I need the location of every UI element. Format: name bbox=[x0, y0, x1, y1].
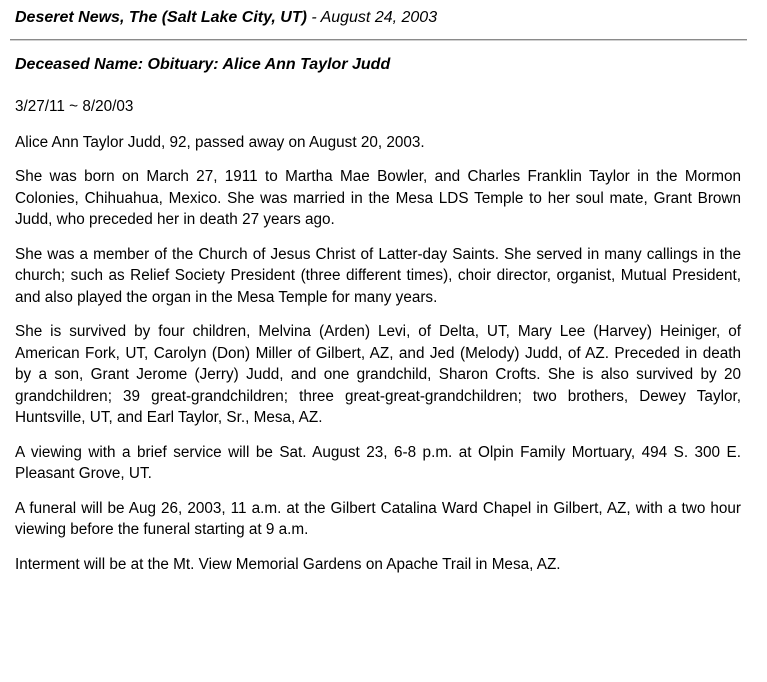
publication-name: Deseret News, The (Salt Lake City, UT) bbox=[15, 9, 307, 26]
paragraph-viewing: A viewing with a brief service will be Sat. August 23, 6-8 p.m. at Olpin Family Mortuary, 494 S. 300 E. Pleasant Grove, UT. bbox=[15, 443, 741, 482]
deceased-name-heading: Deceased Name: Obituary: Alice Ann Taylor Judd bbox=[15, 56, 391, 73]
header-divider bbox=[10, 39, 747, 41]
document-header bbox=[15, 8, 750, 28]
life-dates: 3/27/11 ~ 8/20/03 bbox=[15, 98, 134, 115]
paragraph-announcement: Alice Ann Taylor Judd, 92, passed away on August 20, 2003. bbox=[15, 133, 425, 151]
paragraph-funeral: A funeral will be Aug 26, 2003, 11 a.m. at the Gilbert Catalina Ward Chapel in Gilbert, AZ, with a two hour viewing before the funeral starting at 9 a.m. bbox=[15, 499, 741, 538]
obituary-body bbox=[15, 96, 741, 588]
paragraph-interment: Interment will be at the Mt. View Memorial Gardens on Apache Trail in Mesa, AZ. bbox=[15, 555, 561, 573]
paragraph-birth-marriage: She was born on March 27, 1911 to Martha Mae Bowler, and Charles Franklin Taylor in the Mormon Colonies, Chihuahua, Mexico. She was married in the Mesa LDS Temple to her soul mate, Grant Brown Judd, who preceded her in death 27 years ago. bbox=[15, 168, 741, 228]
header-separator: - bbox=[306, 9, 321, 26]
publication-date: August 24, 2003 bbox=[320, 9, 438, 26]
paragraph-survivors: She is survived by four children, Melvina (Arden) Levi, of Delta, UT, Mary Lee (Harvey) Heiniger, of American Fork, UT, Carolyn (Don) Miller of Gilbert, AZ, and Jed (Melody) Judd, of AZ. Preceded in death by a son, Grant Jerome (Jerry) Judd, and one grandchild, Sharon Crofts. She is also survived by 20 grandchildren; 39 great-grandchildren; three great-great-grandchildren; two brothers, Dewey Taylor, Huntsville, UT, and Earl Taylor, Sr., Mesa, AZ. bbox=[15, 323, 741, 426]
paragraph-church-service: She was a member of the Church of Jesus Christ of Latter-day Saints. She served in many callings in the church; such as Relief Society President (three different times), choir director, organist, Mutual President, and also played the organ in the Mesa Temple for many years. bbox=[15, 245, 741, 306]
